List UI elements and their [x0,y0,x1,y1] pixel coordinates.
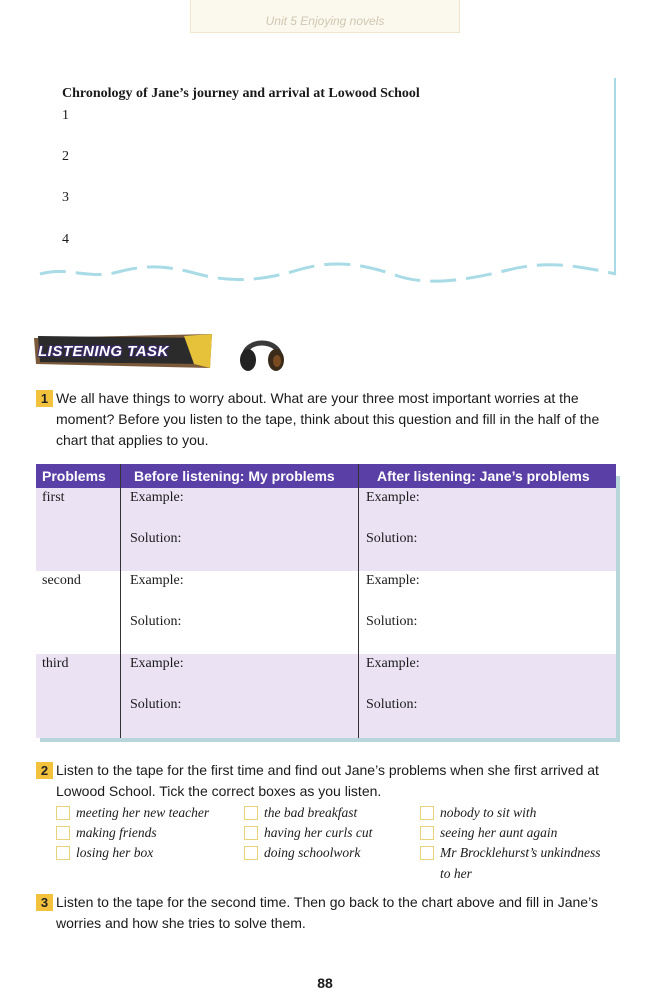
listening-task-title: LISTENING TASK [38,343,169,360]
chronology-item-4: 4 [62,232,69,247]
option-label-continued: to her [440,866,472,881]
option-label: losing her box [76,845,154,860]
cell-before-solution: Solution: [130,614,182,629]
chronology-border [614,78,616,274]
cell-before-example: Example: [130,573,184,588]
cell-after-solution: Solution: [366,697,418,712]
row-label-third: third [42,656,69,671]
option-label: making friends [76,825,157,840]
headphones-icon [238,330,286,376]
cell-before-example: Example: [130,656,184,671]
chronology-item-3: 3 [62,190,69,205]
column-divider-2 [358,464,359,738]
row-third-bg [36,654,616,738]
question-1-number: 1 [36,390,53,407]
table-shadow-right [616,476,620,742]
cell-after-example: Example: [366,656,420,671]
chronology-title: Chronology of Jane’s journey and arrival at Lowood School [62,86,420,101]
checkbox-making-friends[interactable] [56,826,70,840]
chronology-item-2: 2 [62,149,69,164]
cell-before-solution: Solution: [130,697,182,712]
checkbox-losing-box[interactable] [56,846,70,860]
problems-chart [36,464,616,738]
question-1-text: We all have things to worry about. What are your three most important worries at the moment? Before you listen to the tape, think about this question and fill in the half of the chart that applies to you. [56,390,600,448]
option-label: seeing her aunt again [440,825,558,840]
question-2-text: Listen to the tape for the first time and find out Jane’s problems when she first arrived at Lowood School. Tick the correct boxes as you listen. [56,762,599,799]
cell-after-example: Example: [366,573,420,588]
checkbox-schoolwork[interactable] [244,846,258,860]
option-label: the bad breakfast [264,805,358,820]
option-label: nobody to sit with [440,805,537,820]
row-label-second: second [42,573,81,588]
unit-title: Unit 5 Enjoying novels [265,14,385,28]
unit-header-tab [190,0,460,33]
option-label: doing schoolwork [264,845,361,860]
header-problems: Problems [36,464,126,488]
question-3-text: Listen to the tape for the second time. Then go back to the chart above and fill in Jane’s worries and how she tries to solve them. [56,894,598,931]
checkbox-bad-breakfast[interactable] [244,806,258,820]
checkbox-nobody-to-sit[interactable] [420,806,434,820]
checkbox-aunt-again[interactable] [420,826,434,840]
option-label: having her curls cut [264,825,373,840]
wave-divider [38,262,618,284]
option-label: meeting her new teacher [76,805,210,820]
page-number: 88 [317,975,333,991]
question-2-number: 2 [36,762,53,779]
table-shadow-bottom [40,738,620,742]
chronology-item-1: 1 [62,108,69,123]
checkbox-brocklehurst[interactable] [420,846,434,860]
header-after-listening: After listening: Jane’s problems [358,464,616,488]
cell-before-example: Example: [130,490,184,505]
option-label: Mr Brocklehurst’s unkindness [440,845,601,860]
column-divider-1 [120,464,121,738]
row-label-first: first [42,490,65,505]
header-before-listening: Before listening: My problems [120,464,358,488]
row-first-bg [36,488,616,571]
question-3-number: 3 [36,894,53,911]
cell-after-solution: Solution: [366,614,418,629]
checkbox-curls-cut[interactable] [244,826,258,840]
cell-before-solution: Solution: [130,531,182,546]
checkbox-meeting-teacher[interactable] [56,806,70,820]
cell-after-example: Example: [366,490,420,505]
cell-after-solution: Solution: [366,531,418,546]
